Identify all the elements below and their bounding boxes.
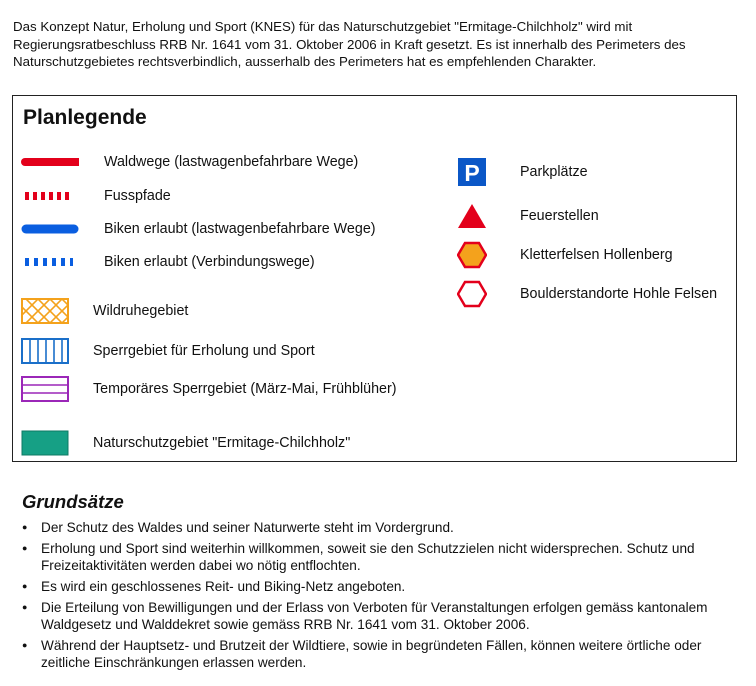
legend-item-forest-roads	[21, 154, 358, 170]
legend-label: Waldwege (lastwagenbefahrbare Wege)	[104, 154, 359, 170]
red-outline-hexagon-icon	[457, 280, 487, 308]
legend-item-parking	[457, 157, 588, 187]
legend-item-climbing-rocks	[457, 241, 673, 269]
parking-icon	[457, 157, 487, 187]
legend-item-footpaths	[21, 188, 171, 204]
legend-box	[12, 95, 737, 462]
legend-label: Feuerstellen	[520, 208, 599, 224]
legend-label: Sperrgebiet für Erholung und Sport	[93, 343, 315, 359]
purple-horizontal-stripe-area-icon	[21, 376, 69, 402]
legend-label: Biken erlaubt (Verbindungswege)	[104, 254, 315, 270]
solid-blue-line-icon	[21, 222, 79, 236]
list-item: ● Der Schutz des Waldes und seiner Naturwerte steht im Vordergrund.	[22, 519, 752, 536]
legend-label: Fusspfade	[104, 188, 171, 204]
legend-item-fireplaces	[457, 202, 599, 230]
legend-label: Kletterfelsen Hollenberg	[520, 247, 673, 263]
green-filled-area-icon	[21, 430, 69, 456]
legend-title: Planlegende	[23, 106, 147, 129]
legend-item-nature-reserve	[21, 430, 350, 456]
principles-list	[22, 519, 752, 675]
principles-title: Grundsätze	[22, 491, 124, 512]
legend-item-wildlife-rest-area	[21, 298, 188, 324]
dashed-blue-line-icon	[21, 255, 79, 269]
legend-item-restricted-area	[21, 338, 315, 364]
orange-hexagon-icon	[457, 241, 487, 269]
list-item: ● Die Erteilung von Bewilligungen und der Erlass von Verboten für Veranstaltungen erfolgen gemäss kantonalem Waldgesetz und Walddekret sowie gemäss RRB Nr. 1641 vom 31. Oktober 2006.	[22, 599, 752, 633]
solid-red-line-icon	[21, 155, 79, 169]
blue-vertical-stripe-area-icon	[21, 338, 69, 364]
list-item: ● Erholung und Sport sind weiterhin willkommen, soweit sie den Schutzzielen nicht widersprechen. Schutz und Freizeitaktivitäten werden dabei wo nötig entflochten.	[22, 540, 752, 574]
legend-item-bike-connections	[21, 254, 315, 270]
dashed-red-line-icon	[21, 189, 79, 203]
list-item: ● Während der Hauptsetz- und Brutzeit der Wildtiere, sowie in begründeten Fällen, können weitere örtliche oder zeitliche Einschränkungen erlassen werden.	[22, 637, 752, 671]
red-triangle-icon	[457, 202, 487, 230]
legend-label: Wildruhegebiet	[93, 303, 189, 319]
legend-label: Boulderstandorte Hohle Felsen	[520, 286, 718, 302]
legend-item-boulder-sites	[457, 280, 717, 308]
legend-label: Biken erlaubt (lastwagenbefahrbare Wege)	[104, 221, 376, 237]
legend-item-bike-roads	[21, 221, 376, 237]
legend-item-temporary-restricted-area	[21, 376, 397, 402]
intro-paragraph: Das Konzept Natur, Erholung und Sport (KNES) für das Naturschutzgebiet "Ermitage-Chilchholz" wird mit Regierungsratbeschluss RRB Nr. 1641 vom 31. Oktober 2006 in Kraft gesetzt. Es ist innerhalb des Perimeters des Naturschutzgebietes rechtsverbindlich, ausserhalb des Perimeters hat es empfehlenden Charakter.	[13, 19, 686, 69]
list-item: ● Es wird ein geschlossenes Reit- und Biking-Netz angeboten.	[22, 578, 752, 595]
orange-crosshatch-area-icon	[21, 298, 69, 324]
legend-label: Naturschutzgebiet "Ermitage-Chilchholz"	[93, 435, 351, 451]
svg-text:P: P	[464, 160, 480, 186]
legend-label: Parkplätze	[520, 164, 588, 180]
legend-label: Temporäres Sperrgebiet (März-Mai, Frühblüher)	[93, 381, 397, 397]
